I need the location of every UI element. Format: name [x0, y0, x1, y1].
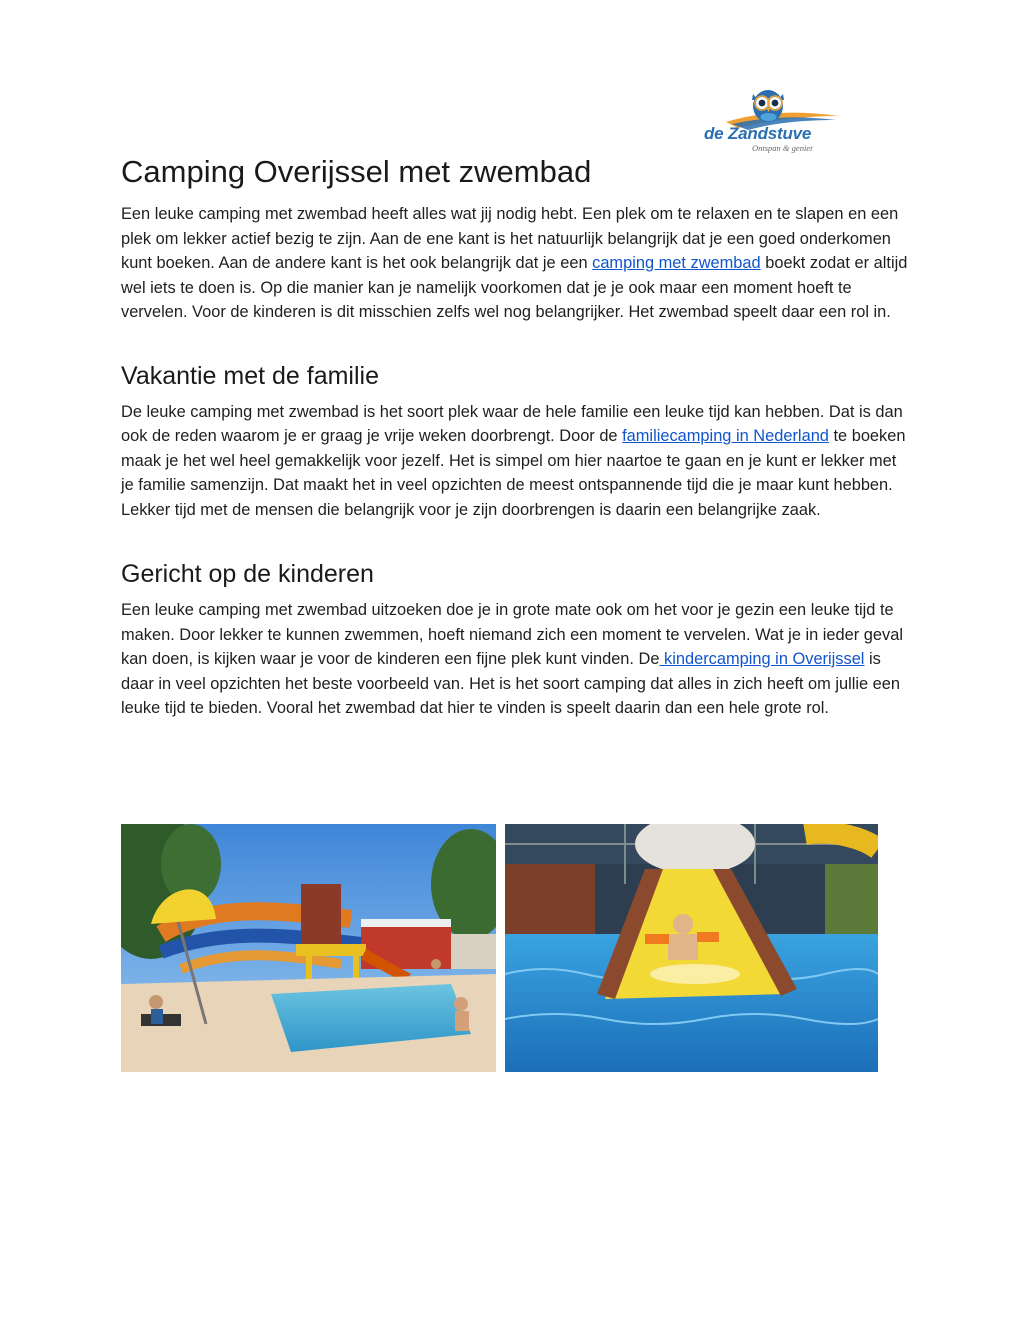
- outdoor-pool-photo: [121, 824, 496, 1072]
- section-heading-kids: Gericht op de kinderen: [121, 560, 374, 588]
- logo-tagline: Ontspan & geniet: [752, 143, 813, 153]
- intro-text-end: boekt zodat er altijd wel iets te doen is. Op die manier kan je namelijk voorkomen dat je je ook maar een moment hoeft te vervelen. Voor de kinderen is dit misschien zelfs wel nog belangrijker. Het zwembad speelt daar een rol in.: [121, 254, 908, 321]
- logo-brand: de Zandstuve: [704, 124, 812, 143]
- family-text-end: te boeken maak je het wel heel gemakkelijk voor jezelf. Het is simpel om hier naartoe te gaan en je kunt er lekker met je familie samenzijn. Dat maakt het in veel opzichten de meest ontspannende tijd die je maar kunt hebben. Lekker tijd met de mensen die belangrijk voor je zijn doorbrengen is daarin een belangrijke zaak.: [121, 427, 906, 519]
- camping-met-zwembad-link[interactable]: camping met zwembad: [592, 254, 761, 272]
- intro-paragraph: [121, 202, 911, 325]
- section-heading-family: Vakantie met de familie: [121, 361, 379, 390]
- zandstuve-logo: [698, 86, 843, 156]
- kids-text-start: Een leuke camping met zwembad uitzoeken doe je in grote mate ook om het voor je gezin een leuke tijd te maken. Door lekker te kunnen zwemmen, hoeft niemand zich een moment te vervelen. Wat je in ieder geval kan doen, is kijken waar je voor de kinderen een fijne plek kunt vinden. De: [121, 601, 903, 668]
- photo-row: [121, 824, 881, 1074]
- page-title: Camping Overijssel met zwembad: [121, 154, 592, 189]
- indoor-slide-photo: [505, 824, 878, 1072]
- familiecamping-link[interactable]: familiecamping in Nederland: [622, 427, 829, 445]
- kindercamping-link[interactable]: kindercamping in Overijssel: [659, 650, 865, 668]
- family-text-start: De leuke camping met zwembad is het soort plek waar de hele familie een leuke tijd kan hebben. Dat is dan ook de reden waarom je er graag je vrije weken doorbrengt. Door de: [121, 402, 903, 445]
- family-paragraph: [121, 400, 911, 523]
- intro-text-start: Een leuke camping met zwembad heeft alles wat jij nodig hebt. Een plek om te relaxen en te slapen en een plek om lekker actief bezig te zijn. Aan de ene kant is het natuurlijk belangrijk dat je een goed onderkomen kunt boeken. Aan de andere kant is het ook belangrijk dat je een: [121, 205, 899, 272]
- kids-text-end: is daar in veel opzichten het beste voorbeeld van. Het is het soort camping dat alles in zich heeft om jullie een leuke tijd te bieden. Vooral het zwembad dat hier te vinden is speelt daarin dan een hele grote rol.: [121, 650, 901, 717]
- kids-paragraph: [121, 598, 911, 721]
- article: [121, 152, 911, 721]
